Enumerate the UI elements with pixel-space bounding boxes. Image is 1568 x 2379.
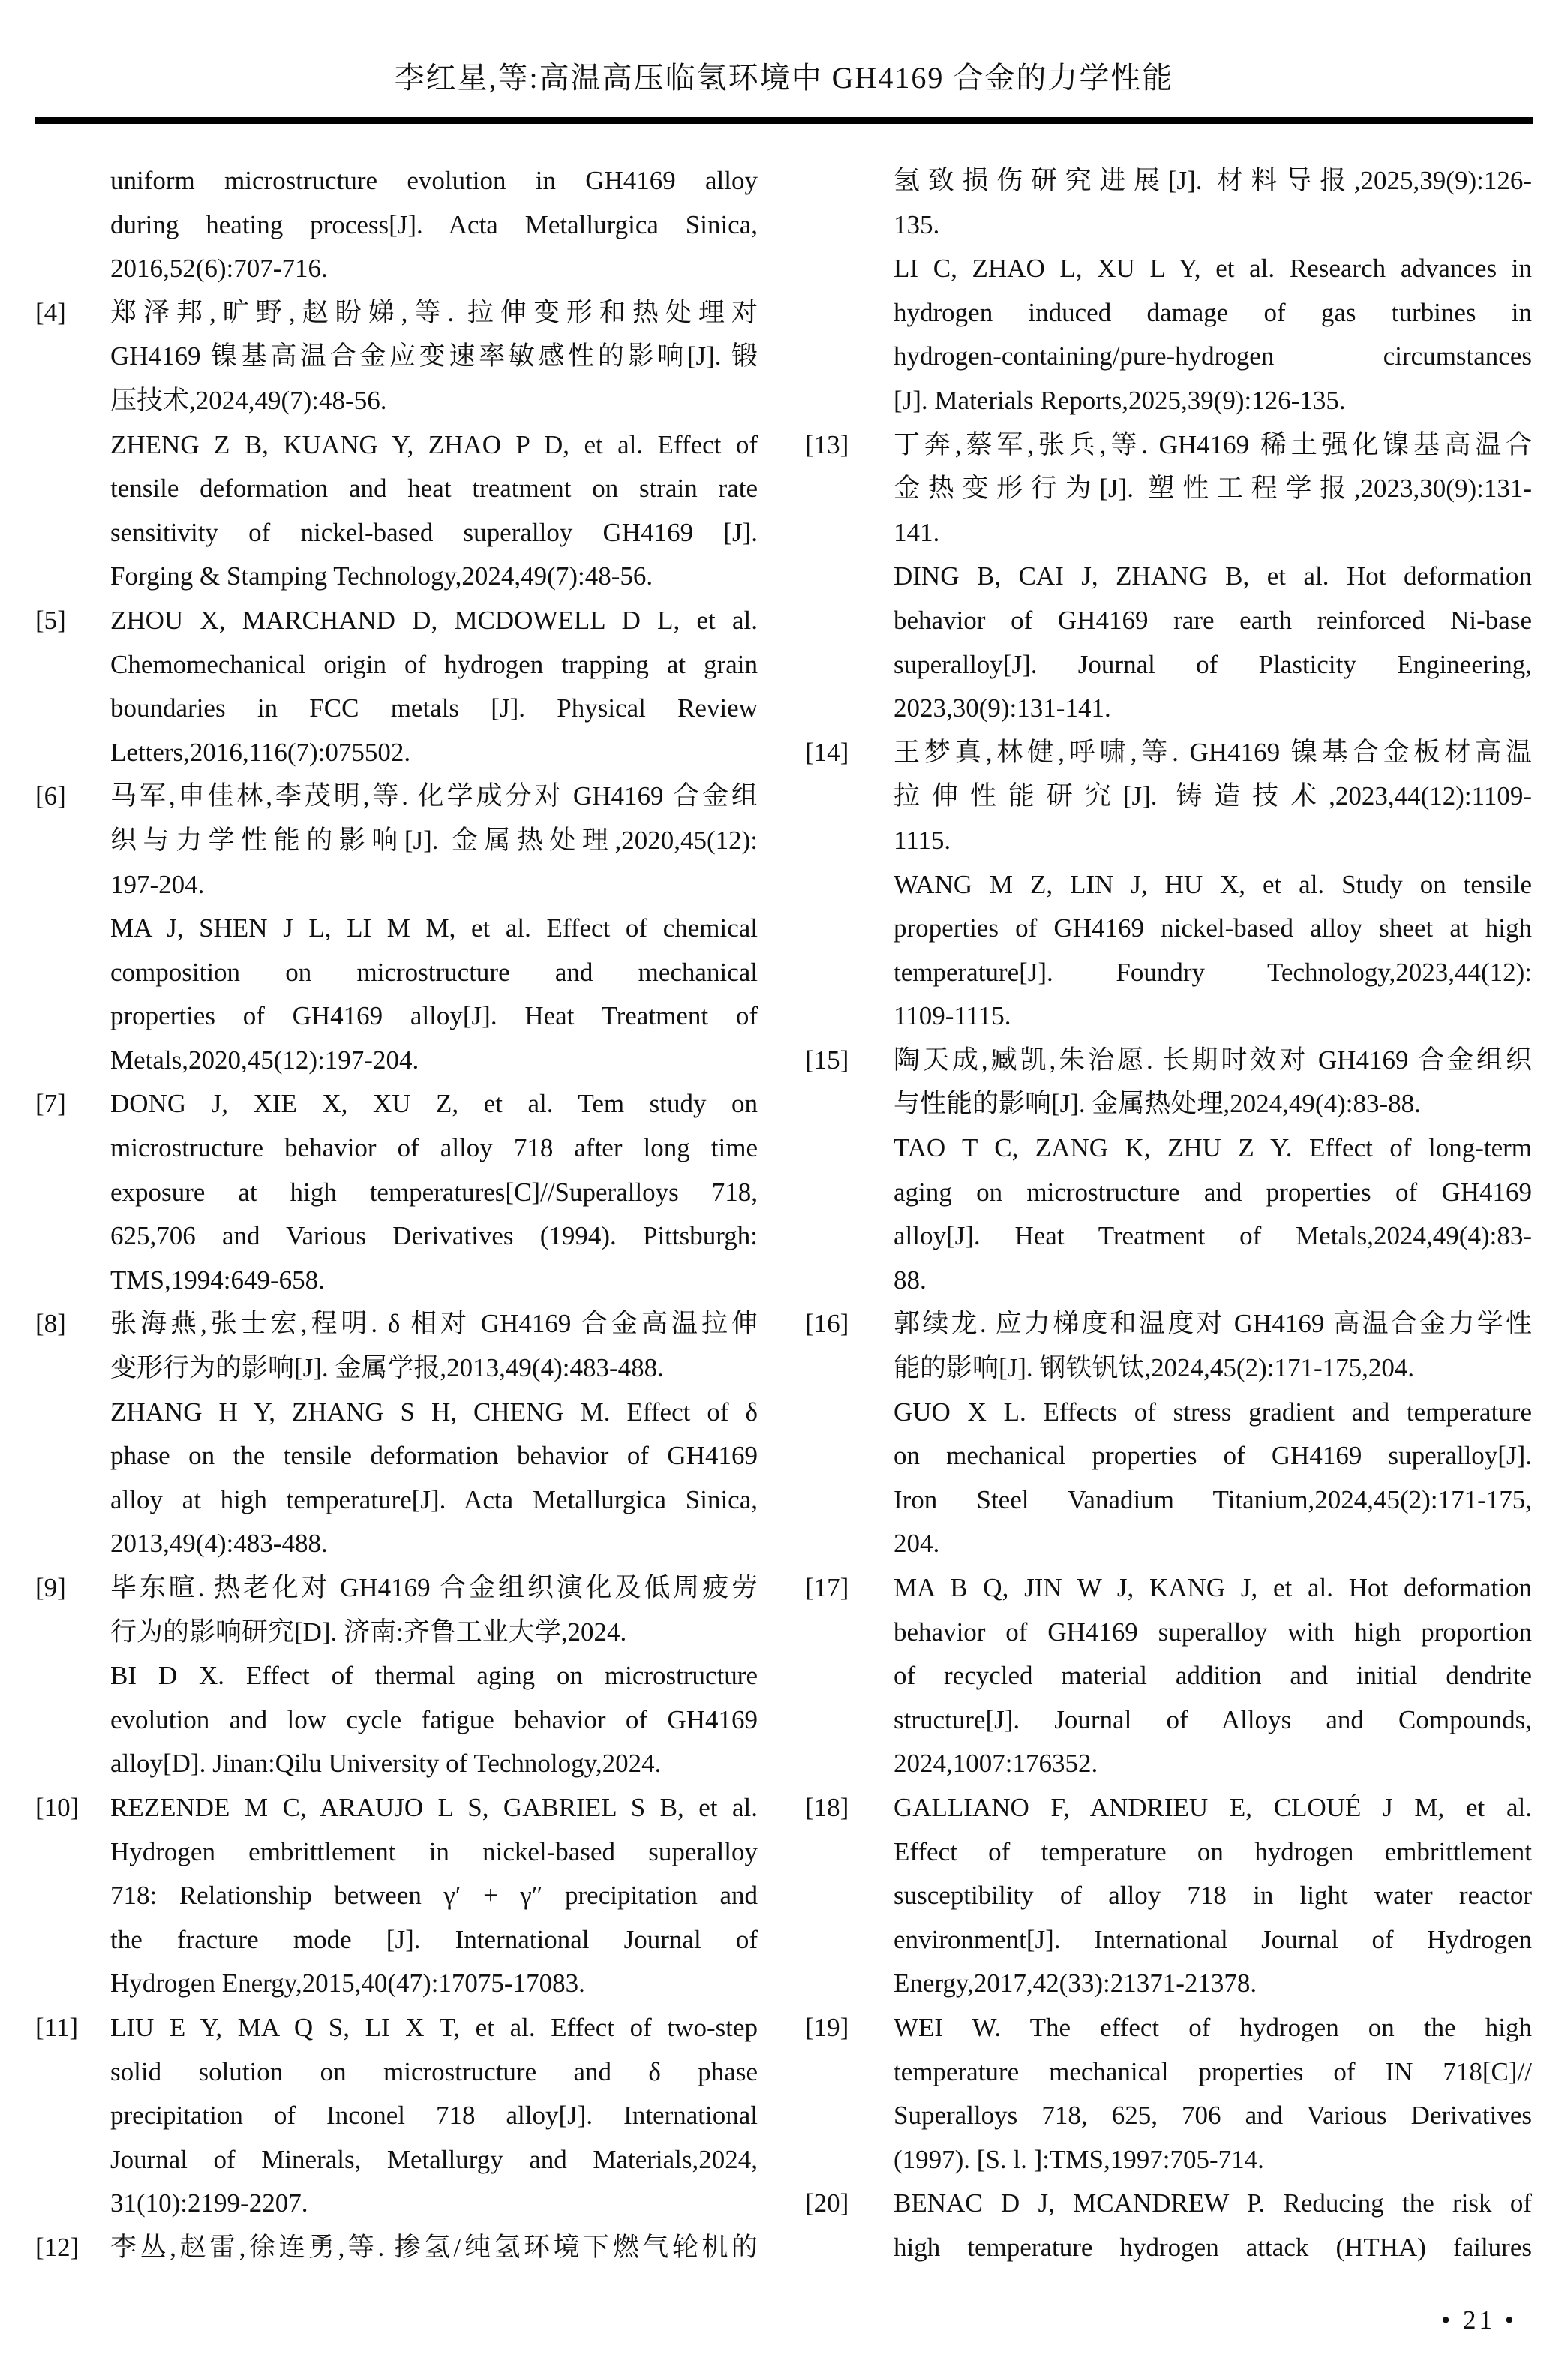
reference-line: MA B Q, JIN W J, KANG J, et al. Hot deformation bbox=[894, 1573, 1532, 1602]
reference-line: composition on microstructure and mechanical bbox=[110, 957, 758, 987]
reference-line: GUO X L. Effects of stress gradient and temperature bbox=[894, 1397, 1532, 1427]
reference-line: phase on the tensile deformation behavior of GH4169 bbox=[110, 1441, 758, 1471]
reference-line: 马军,申佳林,李茂明,等. 化学成分对 GH4169 合金组 bbox=[110, 781, 758, 811]
reference-line: alloy[D]. Jinan:Qilu University of Technology,2024. bbox=[110, 1749, 662, 1779]
header-rule bbox=[35, 117, 1533, 124]
reference-line: behavior of GH4169 rare earth reinforced Ni-base bbox=[894, 605, 1532, 635]
reference-line: 李丛,赵雷,徐连勇,等. 掺氢/纯氢环境下燃气轮机的 bbox=[110, 2232, 758, 2262]
reference-continuation bbox=[35, 1654, 758, 1786]
reference-line: 张海燕,张士宏,程明. δ 相对 GH4169 合金高温拉伸 bbox=[110, 1309, 758, 1339]
reference-line: ZHOU X, MARCHAND D, MCDOWELL D L, et al. bbox=[110, 605, 758, 635]
reference-continuation bbox=[35, 423, 758, 599]
reference-line: the fracture mode [J]. International Journal of bbox=[110, 1924, 758, 1954]
reference-line: (1997). [S. l. ]:TMS,1997:705-714. bbox=[894, 2144, 1264, 2174]
reference-line: temperature mechanical properties of IN 718[C]// bbox=[894, 2056, 1532, 2086]
reference-line: 625,706 and Various Derivatives (1994). Pittsburgh: bbox=[110, 1221, 758, 1251]
reference-continuation bbox=[805, 555, 1532, 730]
reference-line: 能的影响[J]. 钢铁钒钛,2024,45(2):171-175,204. bbox=[894, 1353, 1415, 1383]
reference-line: hydrogen-containing/pure-hydrogen circumstances bbox=[894, 341, 1532, 371]
reference-line: 2013,49(4):483-488. bbox=[110, 1529, 328, 1559]
references-column-left bbox=[35, 159, 758, 2270]
reference-line: MA J, SHEN J L, LI M M, et al. Effect of chemical bbox=[110, 913, 758, 943]
reference-line: temperature[J]. Foundry Technology,2023,44(12): bbox=[894, 957, 1532, 987]
reference-line: exposure at high temperatures[C]//Superalloys 718, bbox=[110, 1177, 758, 1207]
reference-line: 陶天成,臧凯,朱治愿. 长期时效对 GH4169 合金组织 bbox=[894, 1045, 1532, 1075]
reference-number: [19] bbox=[805, 2012, 849, 2042]
reference-line: LIU E Y, MA Q S, LI X T, et al. Effect of two-step bbox=[110, 2012, 758, 2042]
reference-continuation bbox=[35, 1391, 758, 1566]
reference-line: Hydrogen embrittlement in nickel-based superalloy bbox=[110, 1836, 758, 1866]
reference-entry-4 bbox=[35, 291, 758, 423]
reference-entry-9 bbox=[35, 1566, 758, 1654]
reference-line: Iron Steel Vanadium Titanium,2024,45(2):171-175, bbox=[894, 1484, 1532, 1514]
reference-line: environment[J]. International Journal of Hydrogen bbox=[894, 1924, 1532, 1954]
reference-line: LI C, ZHAO L, XU L Y, et al. Research advances in bbox=[894, 254, 1532, 284]
reference-line: 织与力学性能的影响[J]. 金属热处理,2020,45(12): bbox=[110, 825, 758, 855]
reference-continuation bbox=[805, 863, 1532, 1039]
reference-line: behavior of GH4169 superalloy with high proportion bbox=[894, 1617, 1532, 1647]
reference-line: 1109-1115. bbox=[894, 1001, 1011, 1031]
reference-line: ZHANG H Y, ZHANG S H, CHENG M. Effect of δ bbox=[110, 1397, 758, 1427]
reference-number: [12] bbox=[35, 2232, 80, 2262]
reference-line: Energy,2017,42(33):21371-21378. bbox=[894, 1968, 1257, 1999]
reference-line: 31(10):2199-2207. bbox=[110, 2188, 308, 2218]
reference-line: BENAC D J, MCANDREW P. Reducing the risk of bbox=[894, 2188, 1532, 2218]
reference-number: [18] bbox=[805, 1792, 849, 1822]
reference-entry-17 bbox=[805, 1566, 1532, 1786]
reference-line: GH4169 镍基高温合金应变速率敏感性的影响[J]. 锻 bbox=[110, 341, 758, 371]
reference-line: superalloy[J]. Journal of Plasticity Engineering, bbox=[894, 649, 1532, 679]
reference-line: Chemomechanical origin of hydrogen trapping at grain bbox=[110, 649, 758, 679]
reference-entry-7 bbox=[35, 1082, 758, 1302]
reference-number: [11] bbox=[35, 2012, 79, 2042]
reference-entry-12 bbox=[35, 2226, 758, 2270]
reference-entry-19 bbox=[805, 2006, 1532, 2182]
reference-line: Letters,2016,116(7):075502. bbox=[110, 737, 411, 767]
reference-line: WEI W. The effect of hydrogen on the high bbox=[894, 2012, 1532, 2042]
reference-line: Journal of Minerals, Metallurgy and Materials,2024, bbox=[110, 2144, 758, 2174]
references-column-right bbox=[805, 159, 1532, 2270]
reference-number: [16] bbox=[805, 1309, 849, 1339]
reference-line: GALLIANO F, ANDRIEU E, CLOUÉ J M, et al. bbox=[894, 1792, 1532, 1822]
reference-line: structure[J]. Journal of Alloys and Compounds, bbox=[894, 1704, 1532, 1734]
reference-entry-6 bbox=[35, 774, 758, 907]
reference-number: [20] bbox=[805, 2188, 849, 2218]
reference-line: Metals,2020,45(12):197-204. bbox=[110, 1045, 419, 1075]
reference-line: properties of GH4169 nickel-based alloy sheet at high bbox=[894, 913, 1532, 943]
reference-line: 2016,52(6):707-716. bbox=[110, 254, 328, 284]
reference-line: boundaries in FCC metals [J]. Physical Review bbox=[110, 693, 758, 723]
reference-line: 197-204. bbox=[110, 869, 205, 899]
reference-line: 1115. bbox=[894, 825, 951, 855]
reference-number: [15] bbox=[805, 1045, 849, 1075]
reference-line: ZHENG Z B, KUANG Y, ZHAO P D, et al. Effect of bbox=[110, 429, 758, 459]
reference-number: [8] bbox=[35, 1309, 66, 1339]
reference-line: 718: Relationship between γ′ + γ″ precipitation and bbox=[110, 1881, 758, 1911]
reference-line: Hydrogen Energy,2015,40(47):17075-17083. bbox=[110, 1968, 585, 1999]
reference-entry-10 bbox=[35, 1786, 758, 2006]
reference-line: 毕东暄. 热老化对 GH4169 合金组织演化及低周疲劳 bbox=[110, 1573, 758, 1602]
reference-line: 郭续龙. 应力梯度和温度对 GH4169 高温合金力学性 bbox=[894, 1309, 1532, 1339]
reference-number: [9] bbox=[35, 1573, 66, 1602]
reference-line: 金热变形行为[J]. 塑性工程学报,2023,30(9):131- bbox=[894, 474, 1532, 504]
reference-continuation bbox=[805, 247, 1532, 423]
reference-line: microstructure behavior of alloy 718 after long time bbox=[110, 1133, 758, 1163]
reference-line: on mechanical properties of GH4169 superalloy[J]. bbox=[894, 1441, 1532, 1471]
page-number: • 21 • bbox=[1440, 2305, 1517, 2335]
reference-line: Forging & Stamping Technology,2024,49(7):48-56. bbox=[110, 561, 653, 591]
reference-number: [7] bbox=[35, 1089, 66, 1119]
reference-line: 拉伸性能研究[J]. 铸造技术,2023,44(12):1109- bbox=[894, 781, 1532, 811]
reference-line: sensitivity of nickel-based superalloy GH4169 [J]. bbox=[110, 517, 758, 547]
reference-continuation bbox=[805, 1391, 1532, 1566]
reference-entry-8 bbox=[35, 1302, 758, 1390]
reference-line: 王梦真,林健,呼啸,等. GH4169 镍基合金板材高温 bbox=[894, 737, 1532, 767]
reference-line: 氢致损伤研究进展[J]. 材料导报,2025,39(9):126- bbox=[894, 166, 1532, 195]
reference-line: [J]. Materials Reports,2025,39(9):126-135. bbox=[894, 385, 1346, 415]
reference-line: 压技术,2024,49(7):48-56. bbox=[110, 385, 387, 415]
reference-continuation bbox=[35, 159, 758, 291]
reference-number: [5] bbox=[35, 605, 66, 635]
reference-continuation bbox=[805, 159, 1532, 247]
reference-line: TMS,1994:649-658. bbox=[110, 1265, 325, 1295]
reference-line: 丁奔,蔡军,张兵,等. GH4169 稀土强化镍基高温合 bbox=[894, 429, 1532, 459]
reference-entry-11 bbox=[35, 2006, 758, 2226]
reference-entry-18 bbox=[805, 1786, 1532, 2006]
reference-line: tensile deformation and heat treatment on strain rate bbox=[110, 474, 758, 504]
reference-line: hydrogen induced damage of gas turbines in bbox=[894, 297, 1532, 327]
reference-line: 141. bbox=[894, 517, 940, 547]
reference-entry-15 bbox=[805, 1039, 1532, 1126]
reference-line: 郑泽邦,旷野,赵盼娣,等. 拉伸变形和热处理对 bbox=[110, 297, 758, 327]
reference-line: aging on microstructure and properties of GH4169 bbox=[894, 1177, 1532, 1207]
reference-line: 135. bbox=[894, 209, 940, 239]
reference-number: [6] bbox=[35, 781, 66, 811]
reference-line: precipitation of Inconel 718 alloy[J]. International bbox=[110, 2101, 758, 2131]
reference-line: TAO T C, ZANG K, ZHU Z Y. Effect of long-term bbox=[894, 1133, 1532, 1163]
reference-line: high temperature hydrogen attack (HTHA) failures bbox=[894, 2232, 1532, 2262]
reference-entry-14 bbox=[805, 731, 1532, 863]
reference-continuation bbox=[35, 907, 758, 1082]
reference-line: during heating process[J]. Acta Metallurgica Sinica, bbox=[110, 209, 758, 239]
reference-line: 204. bbox=[894, 1529, 940, 1559]
reference-line: susceptibility of alloy 718 in light water reactor bbox=[894, 1881, 1532, 1911]
reference-line: DONG J, XIE X, XU Z, et al. Tem study on bbox=[110, 1089, 758, 1119]
reference-line: 与性能的影响[J]. 金属热处理,2024,49(4):83-88. bbox=[894, 1089, 1421, 1119]
reference-line: evolution and low cycle fatigue behavior of GH4169 bbox=[110, 1704, 758, 1734]
reference-number: [10] bbox=[35, 1792, 80, 1822]
reference-line: 2024,1007:176352. bbox=[894, 1749, 1098, 1779]
reference-number: [13] bbox=[805, 429, 849, 459]
reference-line: uniform microstructure evolution in GH4169 alloy bbox=[110, 166, 758, 195]
reference-line: REZENDE M C, ARAUJO L S, GABRIEL S B, et al. bbox=[110, 1792, 758, 1822]
reference-line: 2023,30(9):131-141. bbox=[894, 693, 1111, 723]
reference-number: [14] bbox=[805, 737, 849, 767]
reference-line: DING B, CAI J, ZHANG B, et al. Hot deformation bbox=[894, 561, 1532, 591]
reference-line: WANG M Z, LIN J, HU X, et al. Study on tensile bbox=[894, 869, 1532, 899]
reference-entry-20 bbox=[805, 2182, 1532, 2269]
reference-entry-5 bbox=[35, 599, 758, 774]
reference-line: 行为的影响研究[D]. 济南:齐鲁工业大学,2024. bbox=[110, 1617, 627, 1647]
reference-continuation bbox=[805, 1126, 1532, 1302]
reference-line: alloy[J]. Heat Treatment of Metals,2024,49(4):83- bbox=[894, 1221, 1532, 1251]
reference-line: 变形行为的影响[J]. 金属学报,2013,49(4):483-488. bbox=[110, 1353, 664, 1383]
reference-number: [4] bbox=[35, 297, 66, 327]
reference-entry-13 bbox=[805, 423, 1532, 555]
reference-number: [17] bbox=[805, 1573, 849, 1602]
running-header-title: 李红星,等:高温高压临氢环境中 GH4169 合金的力学性能 bbox=[394, 61, 1174, 95]
reference-line: alloy at high temperature[J]. Acta Metallurgica Sinica, bbox=[110, 1484, 758, 1514]
reference-line: of recycled material addition and initial dendrite bbox=[894, 1661, 1532, 1691]
reference-line: BI D X. Effect of thermal aging on microstructure bbox=[110, 1661, 758, 1691]
reference-line: solid solution on microstructure and δ phase bbox=[110, 2056, 758, 2086]
reference-entry-16 bbox=[805, 1302, 1532, 1390]
reference-line: 88. bbox=[894, 1265, 927, 1295]
reference-line: properties of GH4169 alloy[J]. Heat Treatment of bbox=[110, 1001, 758, 1031]
reference-line: Superalloys 718, 625, 706 and Various Derivatives bbox=[894, 2101, 1532, 2131]
reference-line: Effect of temperature on hydrogen embrittlement bbox=[894, 1836, 1532, 1866]
